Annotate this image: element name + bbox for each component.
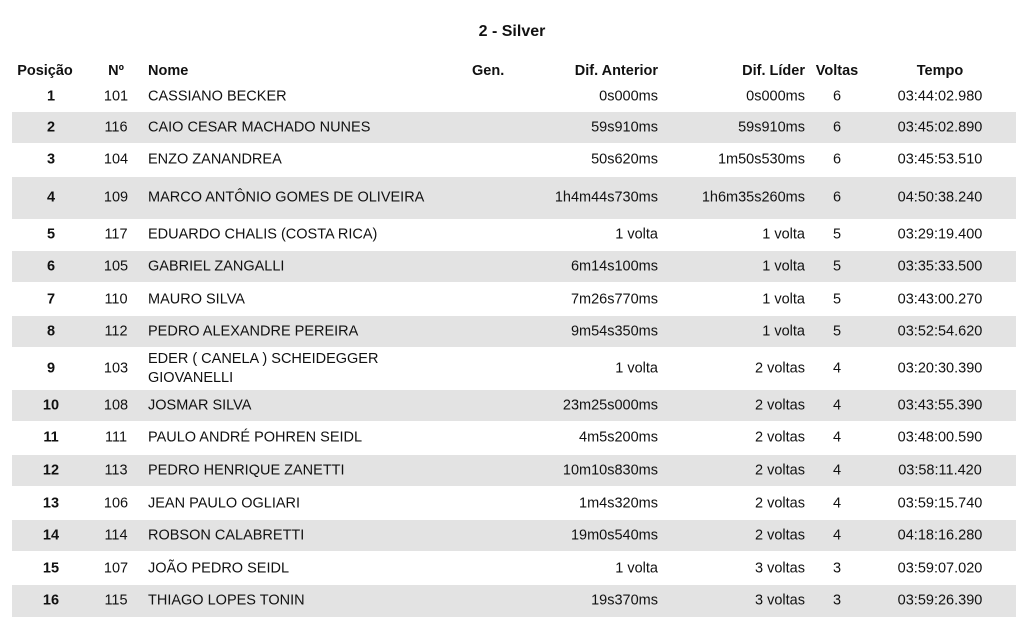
table-row xyxy=(12,553,1016,584)
cell-numero: 113 xyxy=(104,462,128,478)
cell-numero: 116 xyxy=(104,119,128,135)
cell-dif-anterior: 1h4m44s730ms xyxy=(554,189,658,206)
table-row xyxy=(12,145,1016,175)
cell-voltas: 4 xyxy=(832,397,842,413)
cell-posicao: 15 xyxy=(42,560,60,576)
table-row xyxy=(12,348,1016,390)
cell-posicao: 16 xyxy=(42,592,60,609)
cell-tempo: 03:59:07.020 xyxy=(897,560,983,576)
cell-dif-lider: 59s910ms xyxy=(738,119,805,135)
cell-dif-anterior: 23m25s000ms xyxy=(562,397,658,413)
cell-posicao: 6 xyxy=(46,258,56,274)
cell-dif-anterior: 59s910ms xyxy=(591,119,658,135)
cell-voltas: 5 xyxy=(832,323,842,339)
header-dif-anterior: Dif. Anterior xyxy=(574,63,658,79)
cell-numero: 101 xyxy=(103,88,129,105)
cell-tempo: 03:59:15.740 xyxy=(897,495,983,511)
cell-posicao: 13 xyxy=(42,495,60,511)
cell-posicao: 8 xyxy=(46,323,56,339)
header-voltas: Voltas xyxy=(815,63,859,79)
cell-dif-lider: 2 voltas xyxy=(755,462,805,478)
cell-numero: 106 xyxy=(103,495,129,511)
cell-dif-anterior: 6m14s100ms xyxy=(570,258,658,274)
cell-nome: PEDRO HENRIQUE ZANETTI xyxy=(148,462,345,478)
cell-tempo: 03:48:00.590 xyxy=(897,429,983,445)
table-row xyxy=(12,316,1016,347)
cell-tempo: 03:35:33.500 xyxy=(897,258,983,274)
table-row xyxy=(12,112,1016,143)
table-row xyxy=(12,390,1016,421)
cell-voltas: 3 xyxy=(832,560,842,576)
cell-numero: 112 xyxy=(104,323,128,339)
cell-voltas: 3 xyxy=(832,592,842,609)
cell-numero: 114 xyxy=(104,527,128,543)
cell-tempo: 03:45:53.510 xyxy=(897,151,983,168)
cell-dif-lider: 2 voltas xyxy=(755,527,805,543)
cell-voltas: 5 xyxy=(832,258,842,274)
cell-dif-lider: 3 voltas xyxy=(755,560,805,576)
header-nome: Nome xyxy=(148,63,189,79)
cell-tempo: 03:29:19.400 xyxy=(897,226,983,242)
cell-numero: 110 xyxy=(104,291,128,307)
table-header xyxy=(0,63,1024,81)
cell-voltas: 5 xyxy=(832,226,842,242)
cell-tempo: 03:45:02.890 xyxy=(897,119,983,135)
cell-dif-anterior: 1 volta xyxy=(615,360,658,377)
cell-tempo: 03:43:00.270 xyxy=(897,291,983,307)
cell-nome: ENZO ZANANDREA xyxy=(148,151,282,168)
cell-nome: CAIO CESAR MACHADO NUNES xyxy=(148,119,371,135)
cell-voltas: 4 xyxy=(832,495,842,511)
cell-nome: EDUARDO CHALIS (COSTA RICA) xyxy=(148,226,378,242)
cell-voltas: 4 xyxy=(832,429,842,445)
cell-dif-lider: 2 voltas xyxy=(755,360,805,377)
cell-posicao: 10 xyxy=(42,397,60,413)
cell-nome: EDER ( CANELA ) SCHEIDEGGER GIOVANELLI xyxy=(148,351,379,386)
cell-posicao: 4 xyxy=(46,189,56,206)
cell-voltas: 6 xyxy=(832,189,842,206)
cell-nome: JOÃO PEDRO SEIDL xyxy=(148,560,290,576)
cell-nome: ROBSON CALABRETTI xyxy=(148,527,305,543)
cell-posicao: 1 xyxy=(46,88,56,105)
page-title: 2 - Silver xyxy=(478,23,546,40)
table-row xyxy=(12,177,1016,219)
cell-voltas: 5 xyxy=(832,291,842,307)
cell-dif-lider: 1m50s530ms xyxy=(717,151,805,168)
cell-dif-anterior: 1 volta xyxy=(615,226,658,242)
cell-dif-anterior: 19s370ms xyxy=(591,592,658,609)
cell-voltas: 4 xyxy=(832,462,842,478)
cell-posicao: 7 xyxy=(46,291,56,307)
cell-voltas: 6 xyxy=(832,151,842,168)
cell-dif-anterior: 0s000ms xyxy=(599,88,658,105)
cell-numero: 107 xyxy=(103,560,129,576)
cell-nome: MARCO ANTÔNIO GOMES DE OLIVEIRA xyxy=(148,189,425,206)
cell-numero: 105 xyxy=(103,258,129,274)
cell-dif-anterior: 9m54s350ms xyxy=(570,323,658,339)
cell-nome: PEDRO ALEXANDRE PEREIRA xyxy=(148,323,359,339)
header-tempo: Tempo xyxy=(916,63,964,79)
table-row xyxy=(12,422,1016,453)
cell-nome: GABRIEL ZANGALLI xyxy=(148,258,285,274)
cell-tempo: 04:50:38.240 xyxy=(897,189,983,206)
table-row xyxy=(12,251,1016,282)
cell-numero: 115 xyxy=(104,592,128,609)
cell-tempo: 03:59:26.390 xyxy=(897,592,983,609)
cell-dif-lider: 1 volta xyxy=(762,226,805,242)
cell-nome: CASSIANO BECKER xyxy=(148,88,287,105)
cell-voltas: 6 xyxy=(832,88,842,105)
cell-posicao: 11 xyxy=(43,429,59,445)
header-dif-lider: Dif. Líder xyxy=(742,63,805,79)
cell-dif-anterior: 7m26s770ms xyxy=(570,291,658,307)
table-row xyxy=(12,85,1016,109)
cell-dif-anterior: 1m4s320ms xyxy=(579,495,658,511)
cell-voltas: 4 xyxy=(832,527,842,543)
cell-posicao: 3 xyxy=(46,151,56,168)
cell-voltas: 4 xyxy=(832,360,842,377)
cell-dif-lider: 1h6m35s260ms xyxy=(701,189,805,206)
cell-nome: PAULO ANDRÉ POHREN SEIDL xyxy=(148,429,363,445)
cell-tempo: 03:52:54.620 xyxy=(897,323,983,339)
cell-posicao: 12 xyxy=(42,462,60,478)
cell-dif-lider: 0s000ms xyxy=(746,88,805,105)
cell-nome: JOSMAR SILVA xyxy=(148,397,252,413)
cell-nome: JEAN PAULO OGLIARI xyxy=(148,495,301,511)
table-row xyxy=(12,219,1016,250)
cell-posicao: 5 xyxy=(46,226,56,242)
cell-dif-lider: 1 volta xyxy=(762,258,805,274)
cell-nome: MAURO SILVA xyxy=(148,291,245,307)
header-numero: Nº xyxy=(108,63,124,79)
cell-tempo: 03:58:11.420 xyxy=(898,462,982,478)
cell-dif-lider: 1 volta xyxy=(762,323,805,339)
cell-nome: THIAGO LOPES TONIN xyxy=(148,592,305,609)
table-row xyxy=(12,455,1016,486)
cell-posicao: 14 xyxy=(42,527,60,543)
cell-numero: 111 xyxy=(104,429,128,445)
cell-tempo: 03:20:30.390 xyxy=(897,360,983,377)
header-posicao: Posição xyxy=(17,63,73,79)
cell-numero: 104 xyxy=(103,151,129,168)
cell-posicao: 9 xyxy=(46,360,56,377)
header-gen: Gen. xyxy=(472,63,505,79)
cell-numero: 103 xyxy=(103,360,129,377)
cell-numero: 108 xyxy=(103,397,129,413)
cell-dif-anterior: 50s620ms xyxy=(591,151,658,168)
cell-numero: 109 xyxy=(103,189,129,206)
cell-tempo: 03:43:55.390 xyxy=(897,397,983,413)
table-row xyxy=(12,488,1016,519)
cell-dif-anterior: 19m0s540ms xyxy=(570,527,658,543)
table-row xyxy=(12,284,1016,315)
cell-dif-lider: 3 voltas xyxy=(755,592,805,609)
table-row xyxy=(12,520,1016,551)
cell-dif-lider: 1 volta xyxy=(762,291,805,307)
cell-dif-anterior: 10m10s830ms xyxy=(562,462,658,478)
cell-posicao: 2 xyxy=(46,119,56,135)
cell-numero: 117 xyxy=(104,226,128,242)
cell-tempo: 04:18:16.280 xyxy=(897,527,983,543)
table-row xyxy=(12,585,1016,617)
cell-dif-lider: 2 voltas xyxy=(755,397,805,413)
cell-tempo: 03:44:02.980 xyxy=(897,88,983,105)
cell-dif-anterior: 1 volta xyxy=(615,560,658,576)
cell-voltas: 6 xyxy=(832,119,842,135)
cell-dif-lider: 2 voltas xyxy=(755,429,805,445)
cell-dif-lider: 2 voltas xyxy=(755,495,805,511)
cell-dif-anterior: 4m5s200ms xyxy=(579,429,658,445)
